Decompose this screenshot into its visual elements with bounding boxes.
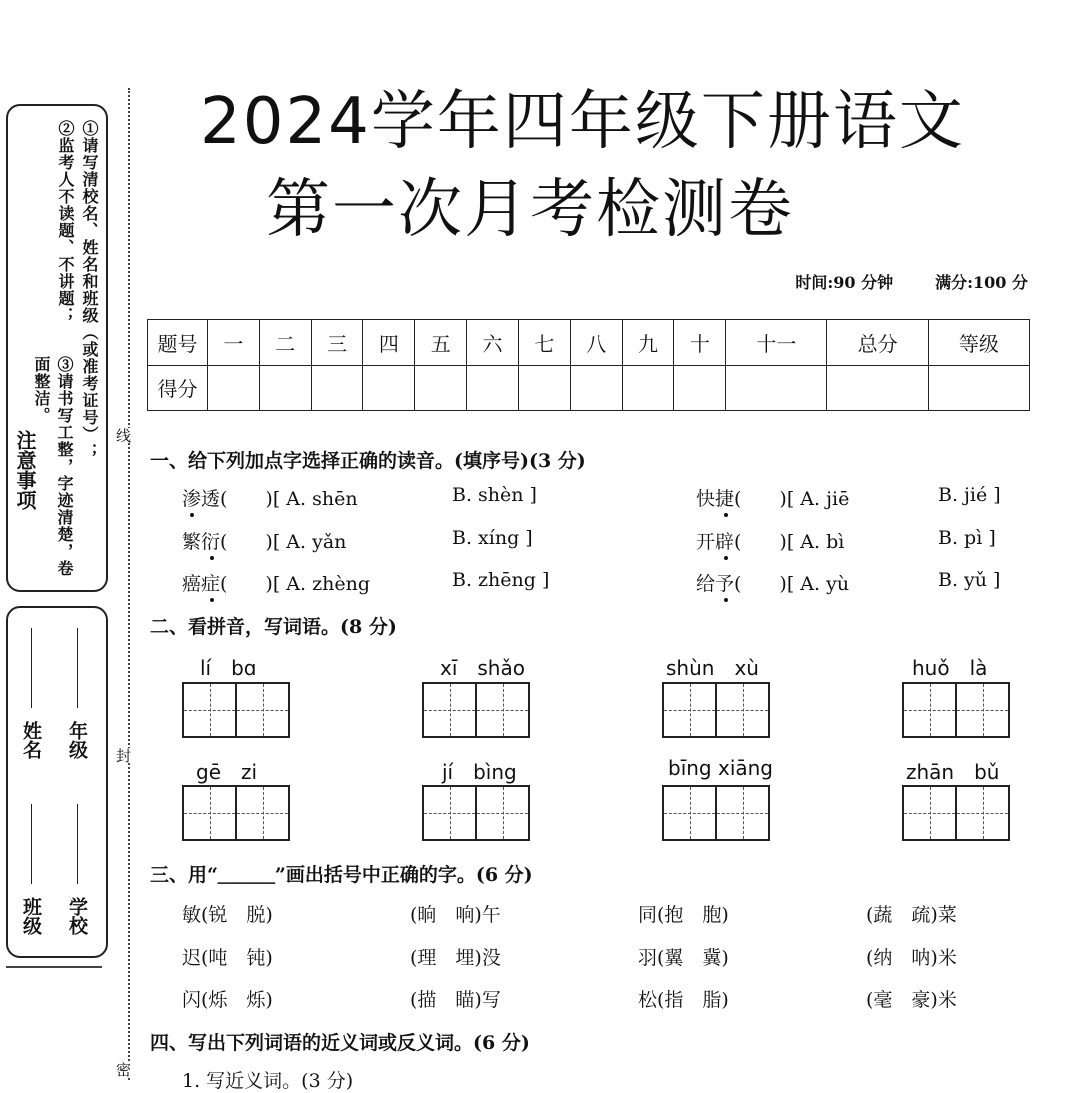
score-cell[interactable] — [622, 365, 674, 411]
pinyin-label: huǒ là — [912, 656, 988, 680]
pron-item — [182, 527, 346, 554]
grade-fill-line[interactable] — [77, 628, 78, 708]
writing-grid[interactable] — [662, 785, 770, 841]
choice-item[interactable]: 闪(烁 烁) — [182, 989, 273, 1011]
column-header: 七 — [518, 320, 570, 366]
pron-item — [696, 484, 849, 511]
pron-word: 繁衍 — [182, 527, 220, 554]
pinyin-label: bīng xiāng — [668, 756, 773, 780]
score-cell[interactable] — [570, 365, 622, 411]
writing-grid[interactable] — [902, 785, 1010, 841]
choice-item[interactable]: (纳 呐)米 — [866, 947, 957, 969]
exam-full-score: 满分:100 分 — [935, 273, 1028, 292]
column-header: 六 — [467, 320, 519, 366]
school-fill-line[interactable] — [77, 804, 78, 884]
score-table — [147, 319, 1030, 411]
section4-title: 四、写出下列词语的近义词或反义词。(6 分) — [150, 1032, 530, 1054]
writing-grid[interactable] — [902, 682, 1010, 738]
score-cell[interactable] — [928, 365, 1029, 411]
pron-word: 开辟 — [696, 527, 734, 554]
column-header: 三 — [311, 320, 363, 366]
section4-sub1: 1. 写近义词。(3 分) — [182, 1070, 354, 1092]
cut-mark-line: 线 — [114, 428, 132, 443]
column-header: 二 — [259, 320, 311, 366]
pinyin-label: lí bɑ — [200, 656, 257, 680]
choice-item[interactable]: (毫 豪)米 — [866, 989, 957, 1011]
choice-item[interactable]: (理 埋)没 — [410, 947, 501, 969]
pinyin-label: gē zi — [196, 760, 258, 784]
pron-word: 渗透 — [182, 484, 220, 511]
pron-word: 给予 — [696, 569, 734, 596]
class-fill-line[interactable] — [31, 804, 32, 884]
answer-paren[interactable]: ( ) — [220, 573, 273, 595]
option-b: B. jié ] — [938, 484, 1001, 506]
writing-grid[interactable] — [182, 682, 290, 738]
pron-item — [182, 569, 370, 596]
column-header: 九 — [622, 320, 674, 366]
pinyin-label: zhān bǔ — [906, 760, 1000, 784]
question-number-row — [148, 320, 1030, 366]
column-header: 一 — [208, 320, 260, 366]
class-field — [18, 798, 45, 935]
score-row — [148, 365, 1030, 411]
pron-item — [696, 527, 844, 554]
notice-line-3: ③请书写工整，字迹清楚，卷面整洁。 — [32, 356, 74, 577]
choice-item[interactable]: 松(指 脂) — [638, 989, 729, 1011]
column-header: 五 — [415, 320, 467, 366]
name-field — [18, 622, 45, 759]
option-a: [ A. yù — [786, 573, 850, 595]
question-number-label: 题号 — [148, 320, 208, 366]
grade-field — [64, 622, 91, 759]
answer-paren[interactable]: ( ) — [734, 531, 787, 553]
school-label: 学校 — [66, 896, 88, 935]
score-cell[interactable] — [674, 365, 726, 411]
score-label: 得分 — [148, 365, 208, 411]
school-field — [64, 798, 91, 935]
exam-time: 时间:90 分钟 — [795, 273, 894, 292]
answer-paren[interactable]: ( ) — [734, 573, 787, 595]
option-a: [ A. zhèng — [272, 573, 370, 595]
name-fill-line[interactable] — [31, 628, 32, 708]
choice-item[interactable]: 敏(锐 脱) — [182, 904, 273, 926]
choice-item[interactable]: (晌 响)午 — [410, 904, 501, 926]
score-cell[interactable] — [415, 365, 467, 411]
margin-divider — [6, 966, 102, 968]
score-cell[interactable] — [726, 365, 827, 411]
student-info-box — [6, 606, 108, 958]
cut-line — [128, 88, 130, 1080]
pron-word: 快捷 — [696, 484, 734, 511]
pinyin-label: xī shǎo — [440, 656, 525, 680]
pinyin-label: shùn xù — [666, 656, 759, 680]
option-a: [ A. shēn — [272, 488, 358, 510]
column-header: 十 — [674, 320, 726, 366]
notice-line-1: ①请写清校名、姓名和班级（或准考证号）； — [80, 120, 99, 460]
writing-grid[interactable] — [182, 785, 290, 841]
choice-item[interactable]: 迟(吨 钝) — [182, 947, 273, 969]
column-header: 十一 — [726, 320, 827, 366]
name-label: 姓名 — [20, 720, 42, 759]
score-cell[interactable] — [208, 365, 260, 411]
exam-title-line2: 第一次月考检测卷 — [266, 173, 794, 247]
answer-paren[interactable]: ( ) — [220, 531, 273, 553]
option-b: B. xíng ] — [452, 527, 533, 549]
option-b: B. yǔ ] — [938, 569, 1001, 591]
cut-mark-seal: 封 — [114, 748, 132, 763]
score-cell[interactable] — [467, 365, 519, 411]
answer-paren[interactable]: ( ) — [734, 488, 787, 510]
option-a: [ A. yǎn — [272, 531, 347, 553]
section3-title: 三、用“＿＿＿”画出括号中正确的字。(6 分) — [150, 864, 533, 886]
exam-meta — [795, 270, 1028, 293]
writing-grid[interactable] — [422, 682, 530, 738]
grade-label: 年级 — [66, 720, 88, 759]
option-b: B. pì ] — [938, 527, 996, 549]
cut-mark-secret: 密 — [114, 1062, 132, 1077]
score-cell[interactable] — [827, 365, 928, 411]
column-header: 等级 — [928, 320, 1029, 366]
column-header: 四 — [363, 320, 415, 366]
writing-grid[interactable] — [662, 682, 770, 738]
option-a: [ A. bì — [786, 531, 845, 553]
option-a: [ A. jiē — [786, 488, 850, 510]
column-header: 总分 — [827, 320, 928, 366]
pinyin-label: jí bìng — [442, 760, 517, 784]
score-cell[interactable] — [518, 365, 570, 411]
answer-paren[interactable]: ( ) — [220, 488, 273, 510]
option-b: B. shèn ] — [452, 484, 537, 506]
column-header: 八 — [570, 320, 622, 366]
pron-word: 癌症 — [182, 569, 220, 596]
score-cell[interactable] — [363, 365, 415, 411]
class-label: 班级 — [20, 896, 42, 935]
choice-item[interactable]: 同(抱 胞) — [638, 904, 729, 926]
pron-item — [696, 569, 849, 596]
score-cell[interactable] — [259, 365, 311, 411]
notice-heading: 注意事项 — [13, 430, 37, 510]
section1-title: 一、给下列加点字选择正确的读音。(填序号)(3 分) — [150, 450, 586, 472]
pron-item — [182, 484, 358, 511]
choice-item[interactable]: (蔬 疏)菜 — [866, 904, 957, 926]
option-b: B. zhēng ] — [452, 569, 550, 591]
choice-item[interactable]: (描 瞄)写 — [410, 989, 501, 1011]
choice-item[interactable]: 羽(翼 冀) — [638, 947, 729, 969]
score-cell[interactable] — [311, 365, 363, 411]
writing-grid[interactable] — [422, 785, 530, 841]
exam-title-line1: 2024学年四年级下册语文 — [200, 85, 965, 159]
section2-title: 二、看拼音，写词语。(8 分) — [150, 616, 397, 638]
notice-line-2: ②监考人不读题、不讲题； — [56, 120, 75, 324]
